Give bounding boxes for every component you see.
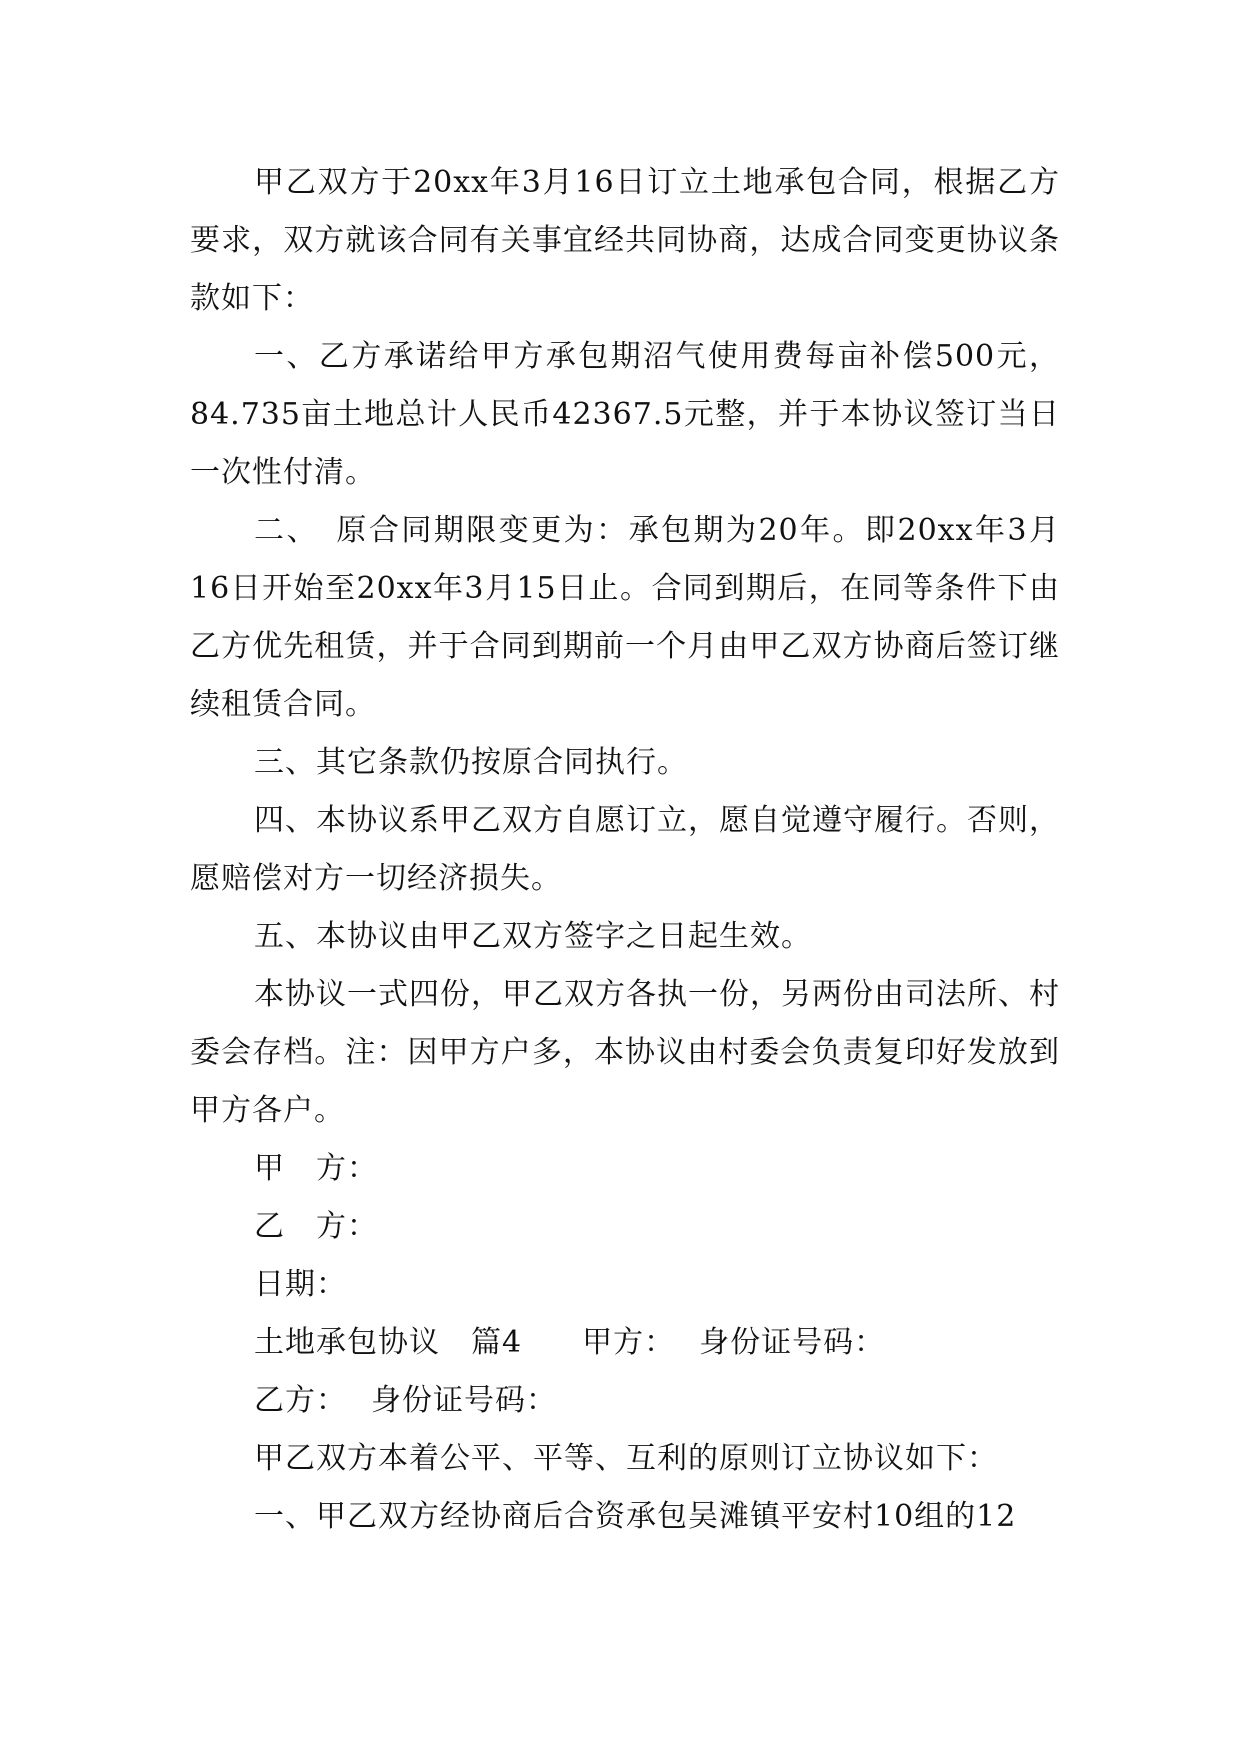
party-b-label: 乙方： bbox=[254, 1383, 347, 1418]
paragraph-intro: 甲乙双方于20xx年3月16日订立土地承包合同，根据乙方要求，双方就该合同有关事宜经共同协商，达成合同变更协议条款如下： bbox=[190, 165, 1060, 316]
party-b-id-label: 身份证号码： bbox=[371, 1383, 557, 1418]
signature-date: 日期： bbox=[254, 1267, 347, 1302]
document-body bbox=[190, 154, 1060, 1546]
agreement-intro: 甲乙双方本着公平、平等、互利的原则订立协议如下： bbox=[254, 1441, 998, 1476]
party-a-id-label: 身份证号码： bbox=[699, 1325, 886, 1360]
party-b-line bbox=[190, 1372, 1060, 1430]
party-a-label: 甲方： bbox=[582, 1325, 676, 1360]
signature-party-b: 乙 方： bbox=[254, 1209, 378, 1244]
clause-4: 四、本协议系甲乙双方自愿订立，愿自觉遵守履行。否则，愿赔偿对方一切经济损失。 bbox=[190, 803, 1060, 896]
signature-party-a: 甲 方： bbox=[254, 1151, 378, 1186]
clause-2: 二、 原合同期限变更为：承包期为20年。即20xx年3月16日开始至20xx年3月15日止。合同到期后，在同等条件下由乙方优先租赁，并于合同到期前一个月由甲乙双方协商后签订继续租赁合同。 bbox=[190, 513, 1060, 722]
copies-note: 本协议一式四份，甲乙双方各执一份，另两份由司法所、村委会存档。注：因甲方户多，本协议由村委会负责复印好发放到甲方各户。 bbox=[190, 977, 1060, 1128]
next-section-header bbox=[190, 1314, 1060, 1372]
agreement-clause-1: 一、甲乙双方经协商后合资承包吴滩镇平安村10组的12 bbox=[254, 1499, 1017, 1534]
clause-5: 五、本协议由甲乙双方签字之日起生效。 bbox=[254, 919, 812, 954]
clause-1: 一、乙方承诺给甲方承包期沼气使用费每亩补偿500元，84.735亩土地总计人民币42367.5元整，并于本协议签订当日一次性付清。 bbox=[190, 339, 1060, 490]
clause-3: 三、其它条款仍按原合同执行。 bbox=[254, 745, 688, 780]
section-title: 土地承包协议 篇4 bbox=[254, 1325, 523, 1360]
